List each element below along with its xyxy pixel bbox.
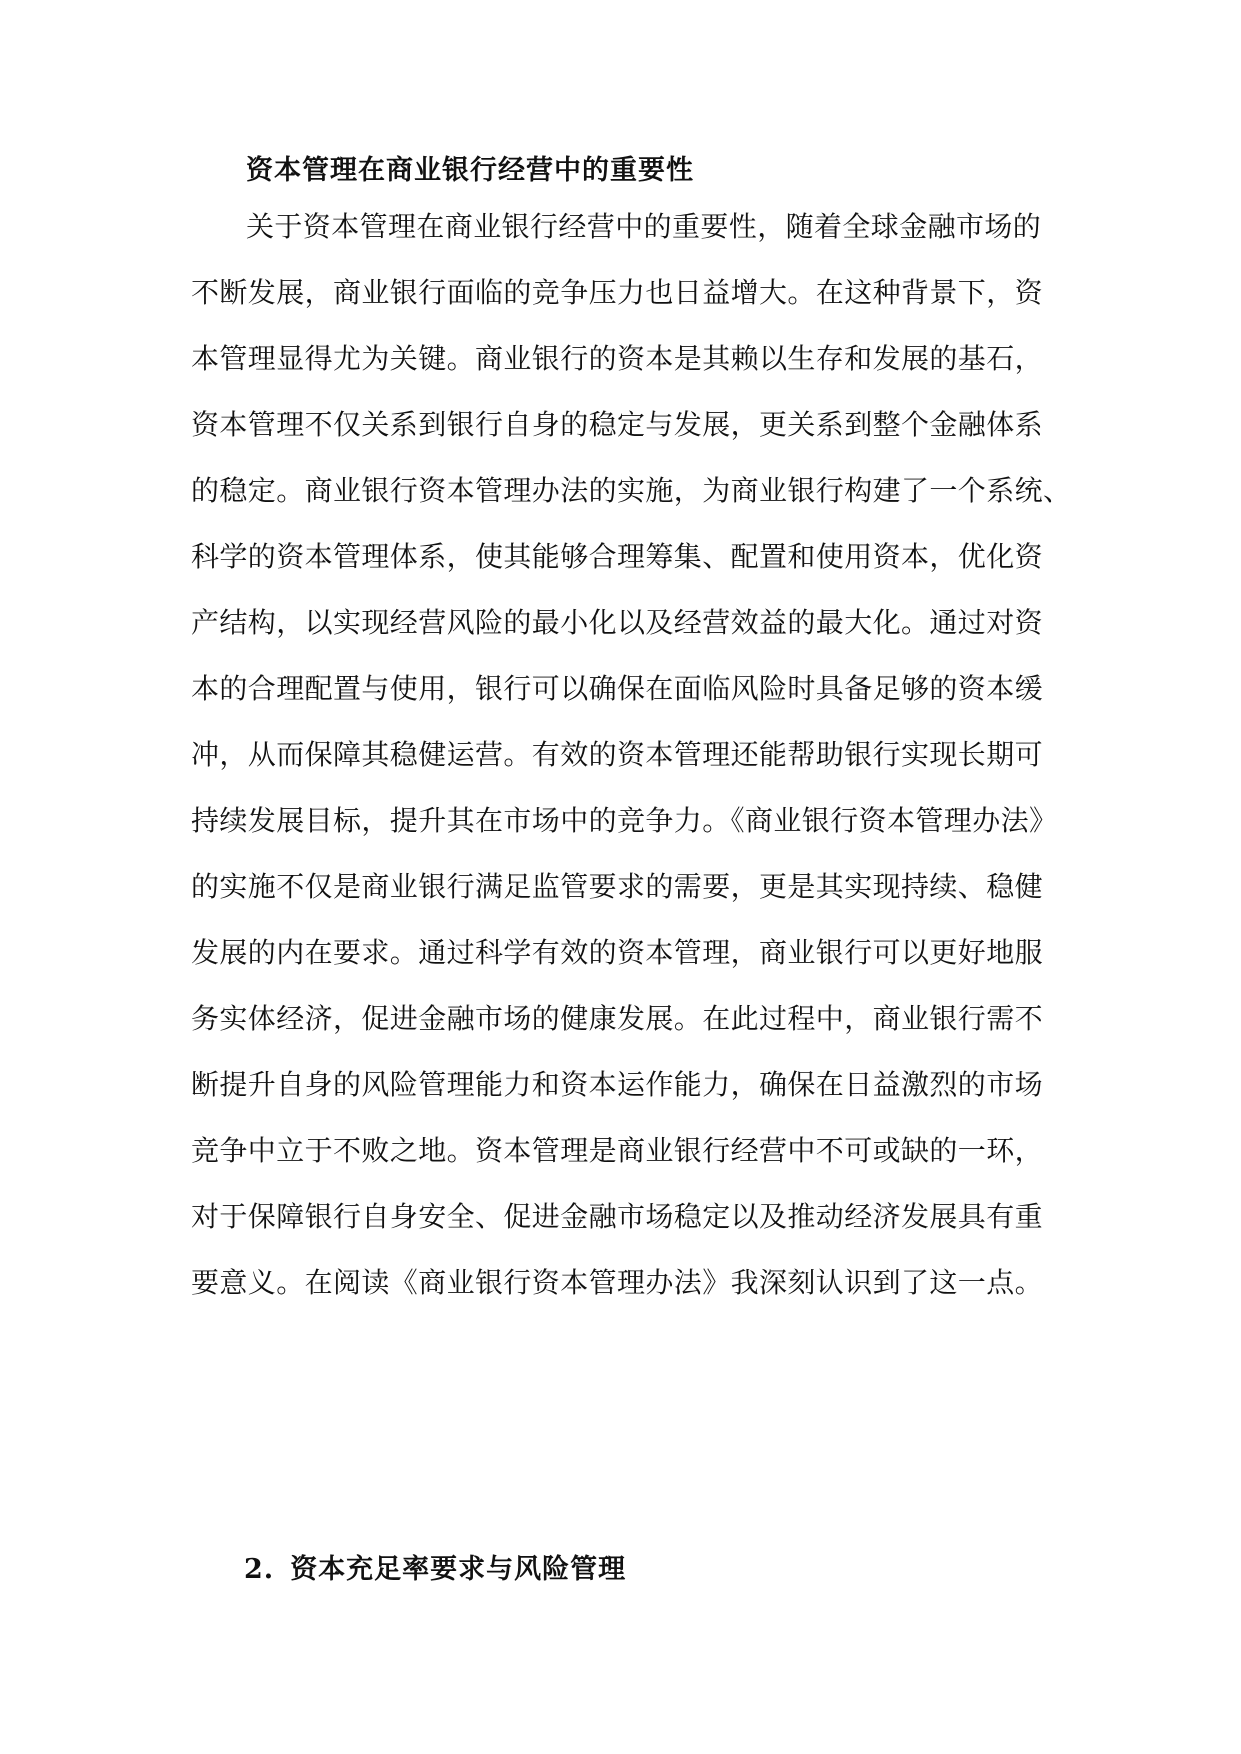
paragraph-line: 竞争中立于不败之地。资本管理是商业银行经营中不可或缺的一环， [191,1134,1044,1167]
paragraph-line: 资本管理不仅关系到银行自身的稳定与发展，更关系到整个金融体系 [191,408,1044,441]
paragraph-line: 断提升自身的风险管理能力和资本运作能力，确保在日益激烈的市场 [191,1068,1044,1101]
paragraph-line: 要意义。在阅读《商业银行资本管理办法》我深刻认识到了这一点。 [191,1266,1044,1299]
paragraph-line: 发展的内在要求。通过科学有效的资本管理，商业银行可以更好地服 [191,936,1044,969]
paragraph-line: 的稳定。商业银行资本管理办法的实施，为商业银行构建了一个系统、 [191,474,1072,507]
section-number: 2. [244,1554,275,1585]
section-title: 资本充足率要求与风险管理 [290,1554,627,1585]
paragraph-line: 对于保障银行自身安全、促进金融市场稳定以及推动经济发展具有重 [191,1200,1044,1233]
paragraph-line: 冲，从而保障其稳健运营。有效的资本管理还能帮助银行实现长期可 [191,738,1044,771]
section-heading [244,1547,626,1586]
paragraph-line: 产结构，以实现经营风险的最小化以及经营效益的最大化。通过对资 [191,606,1044,639]
paragraph-line: 不断发展，商业银行面临的竞争压力也日益增大。在这种背景下，资 [191,276,1044,309]
paragraph-line: 本的合理配置与使用，银行可以确保在面临风险时具备足够的资本缓 [191,672,1044,705]
paragraph-line: 持续发展目标，提升其在市场中的竞争力。《商业银行资本管理办法》 [191,804,1058,837]
paragraph-line: 的实施不仅是商业银行满足监管要求的需要，更是其实现持续、稳健 [191,870,1044,903]
document-title: 资本管理在商业银行经营中的重要性 [246,155,694,186]
paragraph-line: 科学的资本管理体系，使其能够合理筹集、配置和使用资本，优化资 [191,540,1044,573]
paragraph-line: 务实体经济，促进金融市场的健康发展。在此过程中，商业银行需不 [191,1002,1044,1035]
paragraph-line: 关于资本管理在商业银行经营中的重要性，随着全球金融市场的 [246,210,1042,243]
paragraph-line: 本管理显得尤为关键。商业银行的资本是其赖以生存和发展的基石， [191,342,1044,375]
